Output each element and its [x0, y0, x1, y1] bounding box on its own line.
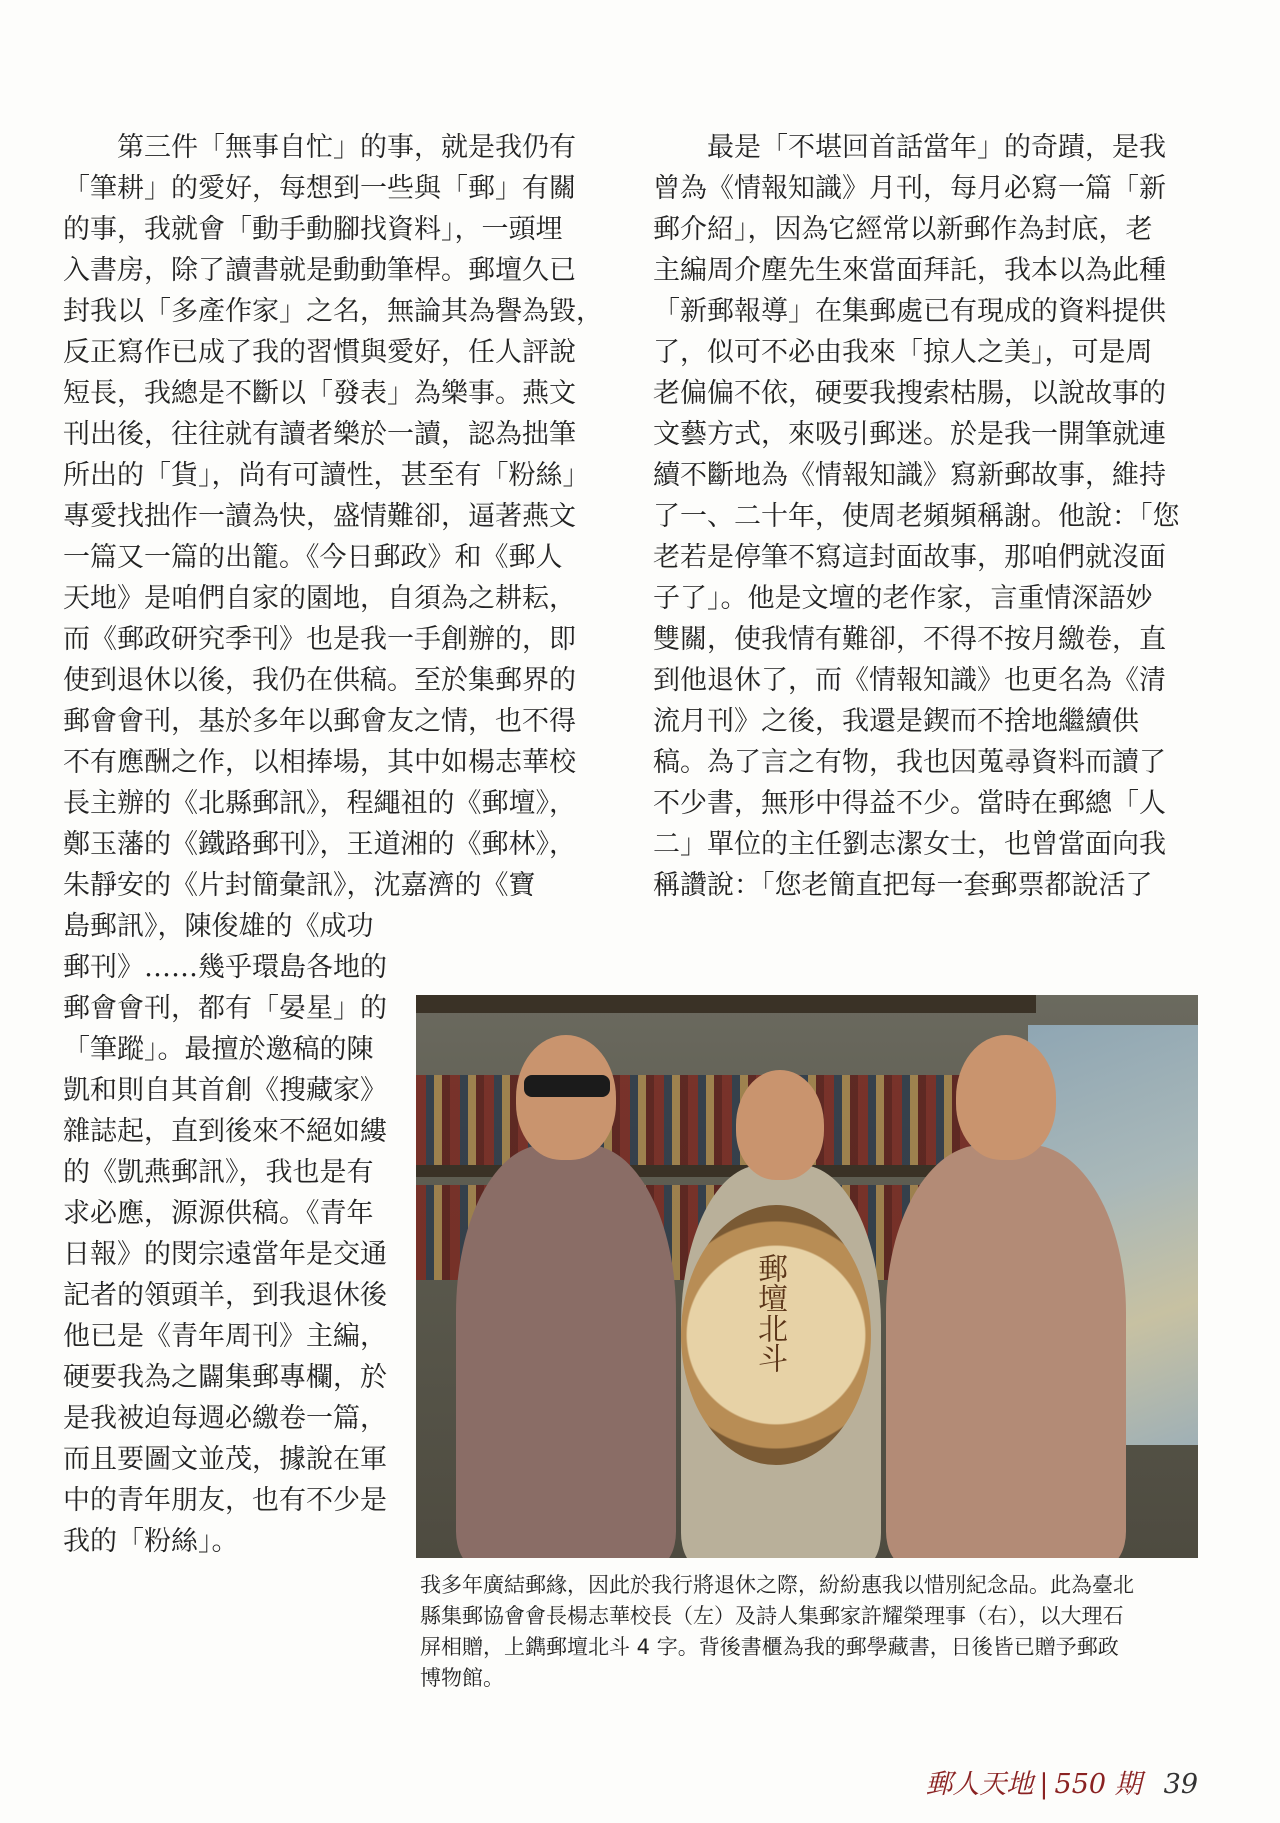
- text-line: 所出的「貨」，尚有可讀性，甚至有「粉絲」: [63, 460, 590, 491]
- text-line: 「筆耕」的愛好，每想到一些與「郵」有關: [63, 173, 576, 204]
- text-line: 稱讚說：「您老簡直把每一套郵票都說活了: [653, 870, 1153, 901]
- text-line: 我多年廣結郵緣，因此於我行將退休之際，紛紛惠我以惜別紀念品。此為臺北: [420, 1573, 1134, 1597]
- photo-caption: [420, 1570, 1200, 1694]
- text-line: 入書房，除了讀書就是動動筆桿。郵壇久已: [63, 255, 576, 286]
- text-line: 文藝方式，來吸引郵迷。於是我一開筆就連: [653, 419, 1166, 450]
- text-line: 流月刊》之後，我還是鍥而不捨地繼續供: [653, 706, 1139, 737]
- text-line: 短長，我總是不斷以「發表」為樂事。燕文: [63, 378, 576, 409]
- text-line: 長主辦的《北縣郵訊》，程繩祖的《郵壇》，: [63, 788, 576, 819]
- text-line: 他已是《青年周刊》主編，: [63, 1321, 387, 1352]
- text-line: 凱和則自其首創《搜藏家》: [63, 1075, 387, 1106]
- page-footer: [925, 1762, 1198, 1801]
- person-right: [886, 1145, 1126, 1558]
- text-line: 不少書，無形中得益不少。當時在郵總「人: [653, 788, 1166, 819]
- text-line: 屏相贈，上鐫郵壇北斗 4 字。背後書櫃為我的郵學藏書，日後皆已贈予郵政: [420, 1635, 1119, 1659]
- text-line: 的《凱燕郵訊》，我也是有: [63, 1157, 374, 1188]
- text-line: 我的「粉絲」。: [63, 1526, 239, 1557]
- text-line: 島郵訊》，陳俊雄的《成功: [63, 911, 374, 942]
- person-left: [456, 1145, 676, 1558]
- text-line: 硬要我為之闢集郵專欄，於: [63, 1362, 387, 1393]
- text-line: 「新郵報導」在集郵處已有現成的資料提供: [653, 296, 1166, 327]
- text-line: 而《郵政研究季刊》也是我一手創辦的，即: [63, 624, 576, 655]
- text-line: 鄭玉藩的《鐵路郵刊》，王道湘的《郵林》，: [63, 829, 576, 860]
- text-line: 雜誌起，直到後來不絕如縷: [63, 1116, 387, 1147]
- text-line: 主編周介塵先生來當面拜託，我本以為此種: [653, 255, 1166, 286]
- right-column: [653, 127, 1198, 906]
- text-line: 一篇又一篇的出籠。《今日郵政》和《郵人: [63, 542, 563, 573]
- text-line: 雙關，使我情有難卻，不得不按月繳卷，直: [653, 624, 1166, 655]
- text-line: 郵會會刊，基於多年以郵會友之情，也不得: [63, 706, 576, 737]
- person-center-head: [736, 1070, 824, 1180]
- magazine-name: 郵人天地: [925, 1769, 1034, 1800]
- text-line: 二」單位的主任劉志潔女士，也曾當面向我: [653, 829, 1166, 860]
- text-line: 子了」。他是文壇的老作家，言重情深語妙: [653, 583, 1153, 614]
- text-line: 郵會會刊，都有「晏星」的: [63, 993, 387, 1024]
- text-line: 而且要圖文並茂，據說在軍: [63, 1444, 387, 1475]
- text-line: 老偏偏不依，硬要我搜索枯腸，以說故事的: [653, 378, 1166, 409]
- text-line: 續不斷地為《情報知識》寫新郵故事，維持: [653, 460, 1166, 491]
- page-number: 39: [1163, 1769, 1198, 1800]
- text-line: 刊出後，往往就有讀者樂於一讀，認為拙筆: [63, 419, 576, 450]
- plaque-text: 郵壇北斗: [752, 1253, 787, 1373]
- text-line: 專愛找拙作一讀為快，盛情難卻，逼著燕文: [63, 501, 576, 532]
- text-line: 了一、二十年，使周老頻頻稱謝。他說：「您: [653, 501, 1180, 532]
- text-line: 天地》是咱們自家的園地，自須為之耕耘，: [63, 583, 576, 614]
- text-line: 郵刊》……幾乎環島各地的: [63, 952, 387, 983]
- text-line: 使到退休以後，我仍在供稿。至於集郵界的: [63, 665, 576, 696]
- text-line: 了，似可不必由我來「掠人之美」，可是周: [653, 337, 1153, 368]
- text-line: 是我被迫每週必繳卷一篇，: [63, 1403, 387, 1434]
- issue-number: 550 期: [1054, 1769, 1142, 1800]
- bookshelf-top: [416, 995, 1036, 1013]
- text-line: 反正寫作已成了我的習慣與愛好，任人評說: [63, 337, 576, 368]
- bookshelf-row: [416, 1075, 1026, 1165]
- text-line: 郵介紹」，因為它經常以新郵作為封底，老: [653, 214, 1153, 245]
- text-line: 縣集郵協會會長楊志華校長（左）及詩人集郵家許耀榮理事（右），以大理石: [420, 1604, 1124, 1628]
- text-line: 老若是停筆不寫這封面故事，那咱們就沒面: [653, 542, 1166, 573]
- text-line: 日報》的閔宗遠當年是交通: [63, 1239, 387, 1270]
- photo: [416, 995, 1198, 1558]
- text-line: 博物館。: [420, 1666, 504, 1690]
- text-line: 到他退休了，而《情報知識》也更名為《清: [653, 665, 1166, 696]
- sunglasses: [524, 1075, 610, 1097]
- text-line: 「筆蹤」。最擅於邀稿的陳: [63, 1034, 374, 1065]
- text-line: 不有應酬之作，以相捧場，其中如楊志華校: [63, 747, 576, 778]
- text-line: 曾為《情報知識》月刊，每月必寫一篇「新: [653, 173, 1166, 204]
- text-line: 記者的領頭羊，到我退休後: [63, 1280, 387, 1311]
- person-left-head: [516, 1035, 616, 1160]
- text-line: 最是「不堪回首話當年」的奇蹟，是我: [653, 132, 1166, 163]
- text-line: 中的青年朋友，也有不少是: [63, 1485, 387, 1516]
- text-line: 封我以「多產作家」之名，無論其為譽為毀，: [63, 296, 603, 327]
- person-right-head: [956, 1035, 1056, 1160]
- text-line: 朱靜安的《片封簡彙訊》，沈嘉濟的《寶: [63, 870, 536, 901]
- footer-separator: |: [1039, 1769, 1049, 1800]
- text-line: 求必應，源源供稿。《青年: [63, 1198, 374, 1229]
- text-line: 稿。為了言之有物，我也因蒐尋資料而讀了: [653, 747, 1166, 778]
- text-line: 的事，我就會「動手動腳找資料」，一頭埋: [63, 214, 563, 245]
- text-line: 第三件「無事自忙」的事，就是我仍有: [63, 132, 576, 163]
